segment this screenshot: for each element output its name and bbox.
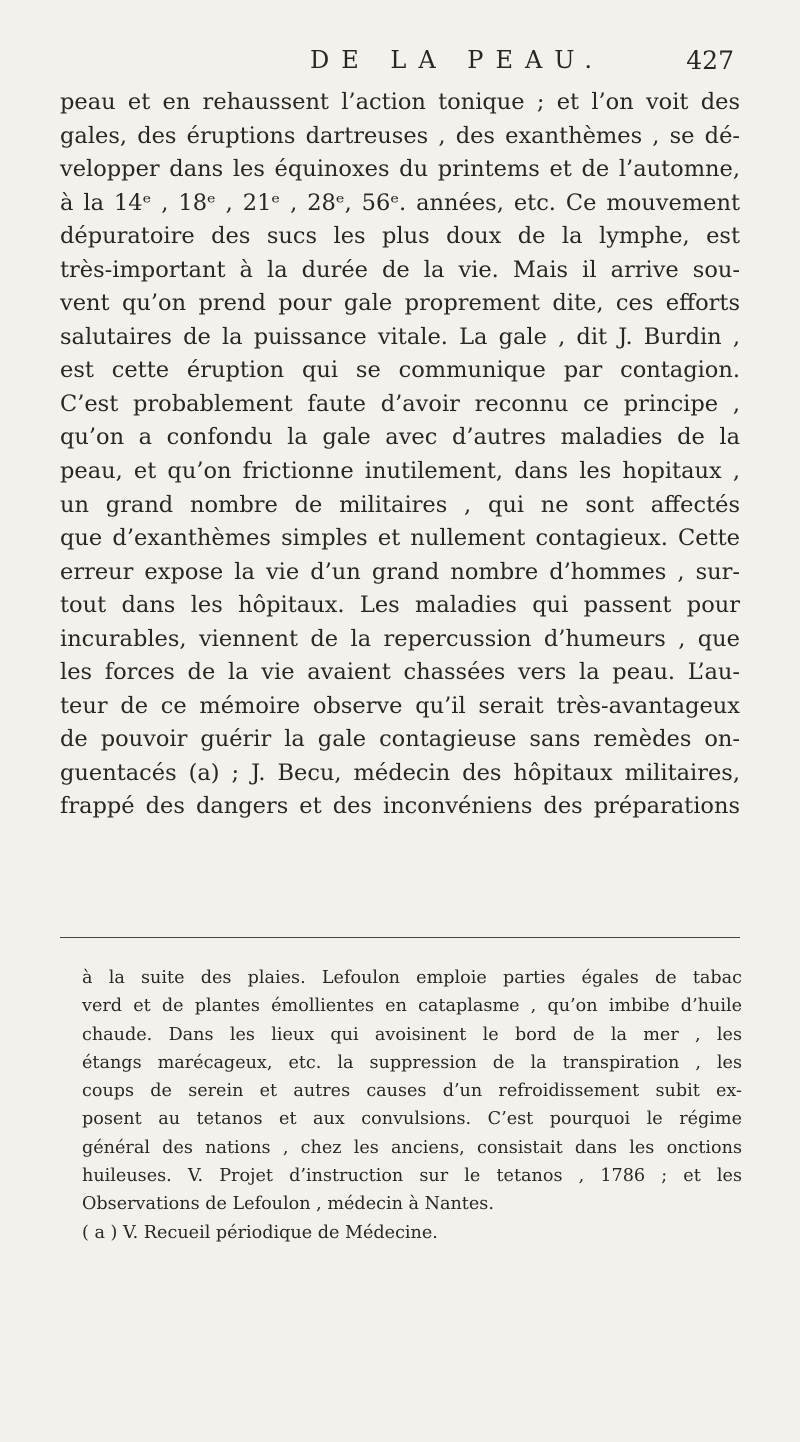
text-line: vent qu’on prend pour gale proprement dite, ces efforts bbox=[60, 290, 740, 317]
footnote-line: général des nations , chez les anciens, consistait dans les onctions bbox=[82, 1137, 742, 1158]
footnote-line: ( a ) V. Recueil périodique de Médecine. bbox=[82, 1222, 438, 1243]
page-number: 427 bbox=[686, 46, 734, 75]
text-line: C’est probablement faute d’avoir reconnu ce principe , bbox=[60, 390, 740, 417]
text-line: peau, et qu’on frictionne inutilement, dans les hopitaux , bbox=[60, 458, 740, 485]
text-line: un grand nombre de militaires , qui ne sont affectés bbox=[60, 491, 740, 518]
text-line: que d’exanthèmes simples et nullement contagieux. Cette bbox=[60, 525, 740, 552]
text-line: qu’on a confondu la gale avec d’autres maladies de la bbox=[60, 424, 740, 451]
text-line: peau et en rehaussent l’action tonique ; et l’on voit des bbox=[60, 89, 740, 115]
footnote-line: huileuses. V. Projet d’instruction sur le tetanos , 1786 ; et les bbox=[82, 1166, 742, 1187]
footnote-separator bbox=[60, 937, 740, 938]
footnote-line: Observations de Lefoulon , médecin à Nantes. bbox=[82, 1194, 494, 1215]
text-line: les forces de la vie avaient chassées vers la peau. L’au- bbox=[60, 659, 740, 686]
text-line: incurables, viennent de la repercussion d’humeurs , que bbox=[60, 625, 740, 652]
text-line: gales, des éruptions dartreuses , des exanthèmes , se dé- bbox=[60, 122, 740, 149]
text-line: erreur expose la vie d’un grand nombre d’hommes , sur- bbox=[60, 558, 740, 585]
text-line: velopper dans les équinoxes du printems et de l’automne, bbox=[60, 156, 740, 183]
text-line: de pouvoir guérir la gale contagieuse sans remèdes on- bbox=[60, 726, 740, 753]
text-line: est cette éruption qui se communique par contagion. bbox=[60, 357, 740, 384]
running-head bbox=[60, 46, 740, 86]
text-line: tout dans les hôpitaux. Les maladies qui passent pour bbox=[60, 592, 740, 619]
text-line: dépuratoire des sucs les plus doux de la lymphe, est bbox=[60, 223, 740, 250]
main-text bbox=[60, 86, 740, 824]
text-line: teur de ce mémoire observe qu’il serait très-avantageux bbox=[60, 692, 740, 719]
footnote-line: verd et de plantes émollientes en cataplasme , qu’on imbibe d’huile bbox=[82, 996, 742, 1017]
footnote-line: posent au tetanos et aux convulsions. C’est pourquoi le régime bbox=[82, 1109, 742, 1130]
footnote-line: à la suite des plaies. Lefoulon emploie parties égales de tabac bbox=[82, 968, 742, 988]
running-title: DE LA PEAU. bbox=[310, 46, 604, 74]
footnote-line: étangs marécageux, etc. la suppression de la transpiration , les bbox=[82, 1052, 742, 1073]
text-line: frappé des dangers et des inconvéniens des préparations bbox=[60, 793, 740, 820]
text-line: à la 14ᵉ , 18ᵉ , 21ᵉ , 28ᵉ, 56ᵉ. années, etc. Ce mouvement bbox=[60, 189, 740, 216]
footnote-line: coups de serein et autres causes d’un refroidissement subit ex- bbox=[82, 1081, 742, 1102]
text-line: guentacés (a) ; J. Becu, médecin des hôpitaux militaires, bbox=[60, 759, 740, 786]
footnote bbox=[82, 964, 742, 1247]
text-line: très-important à la durée de la vie. Mais il arrive sou- bbox=[60, 256, 740, 283]
text-line: salutaires de la puissance vitale. La gale , dit J. Burdin , bbox=[60, 323, 740, 350]
footnote-line: chaude. Dans les lieux qui avoisinent le bord de la mer , les bbox=[82, 1024, 742, 1045]
